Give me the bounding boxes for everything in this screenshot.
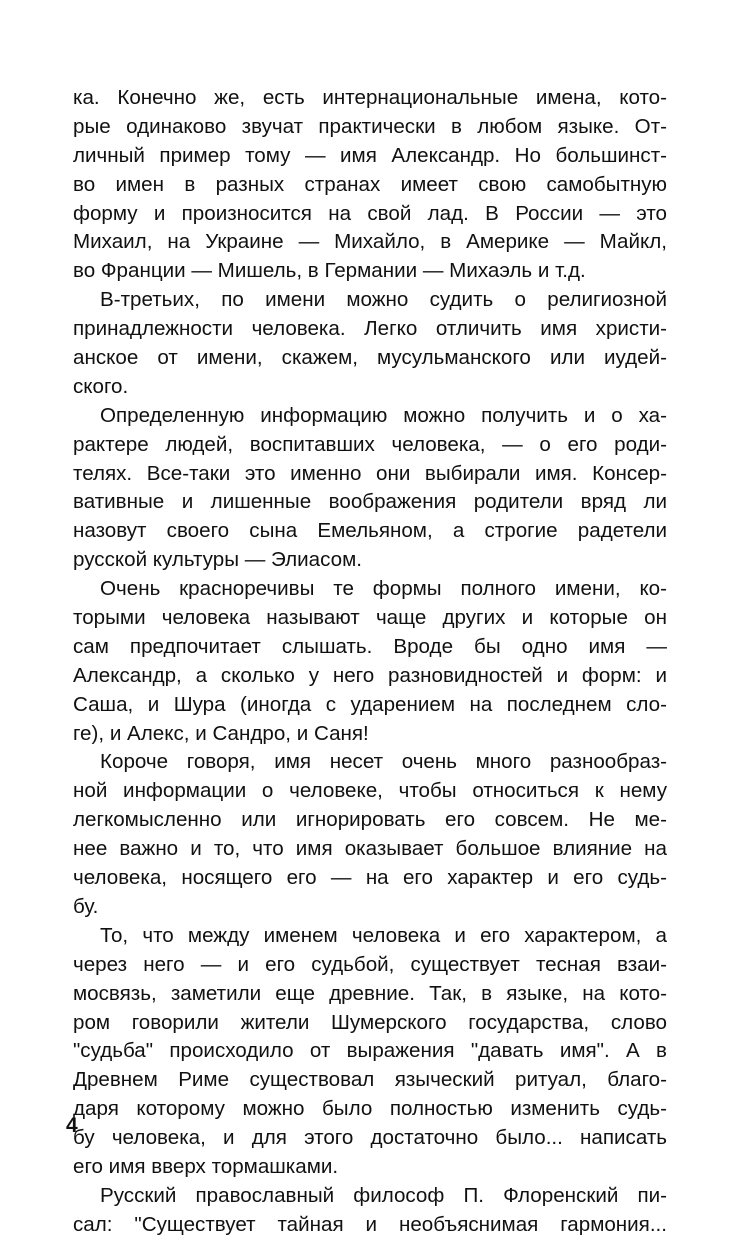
text-line: русской культуры — Элиасом. — [73, 548, 362, 572]
text-line: ной информации о человеке, чтобы относиться к нему — [73, 779, 667, 803]
text-line: торыми человека называют чаще других и которые он — [73, 606, 667, 630]
text-line: Саша, и Шура (иногда с ударением на последнем сло- — [73, 692, 667, 716]
text-line: В-третьих, по имени можно судить о религиозной — [100, 288, 667, 312]
text-line: ка. Конечно же, есть интернациональные имена, кото- — [73, 86, 667, 109]
text-line: рактере людей, воспитавших человека, — о его роди- — [73, 432, 667, 456]
text-line: Александр, а сколько у него разновидностей и форм: и — [73, 663, 667, 687]
text-line: легкомысленно или игнорировать его совсем. Не ме- — [73, 808, 667, 832]
text-line: человека, носящего его — на его характер и его судь- — [73, 866, 667, 890]
text-line: даря которому можно было полностью изменить судь- — [73, 1097, 667, 1121]
paragraph — [73, 84, 667, 286]
text-line: личный пример тому — имя Александр. Но большинст- — [73, 143, 667, 167]
text-line: "судьба" происходило от выражения "давать имя". А в — [73, 1039, 667, 1063]
text-line: во имен в разных странах имеет свою самобытную — [73, 172, 667, 196]
text-line: телях. Все-таки это именно они выбирали имя. Консер- — [73, 461, 667, 485]
text-line: во Франции — Мишель, в Германии — Михаэль и т.д. — [73, 259, 586, 283]
page-number: 4 — [66, 1114, 78, 1137]
text-line: мосвязь, заметили еще древние. Так, в языке, на кото- — [73, 981, 667, 1005]
text-line: анское от имени, скажем, мусульманского или иудей- — [73, 346, 667, 370]
text-line: нее важно и то, что имя оказывает большое влияние на — [73, 837, 667, 861]
text-line: То, что между именем человека и его характером, а — [100, 923, 667, 947]
paragraph — [73, 748, 667, 921]
paragraph — [73, 286, 667, 402]
text-line: Михаил, на Украине — Михайло, в Америке — Майкл, — [73, 230, 667, 254]
text-line: бу человека, и для этого достаточно было... написать — [73, 1126, 667, 1150]
text-line: через него — и его судьбой, существует тесная взаи- — [73, 952, 667, 976]
text-line: Древнем Риме существовал языческий ритуал, благо- — [73, 1068, 667, 1092]
page-text — [73, 84, 667, 1240]
text-line: назовут своего сына Емельяном, а строгие радетели — [73, 519, 667, 543]
text-line: Русский православный философ П. Флоренский пи- — [100, 1183, 667, 1207]
paragraph — [73, 922, 667, 1182]
paragraph — [73, 402, 667, 575]
paragraph — [73, 1182, 667, 1240]
text-line: форму и произносится на свой лад. В России — это — [73, 201, 667, 225]
text-line: вативные и лишенные воображения родители вряд ли — [73, 490, 667, 514]
text-line: Короче говоря, имя несет очень много разнообраз- — [100, 750, 667, 774]
text-line: сам предпочитает слышать. Вроде бы одно имя — — [73, 634, 667, 658]
text-line: бу. — [73, 894, 99, 918]
text-line: ге), и Алекс, и Сандро, и Саня! — [73, 721, 369, 745]
text-line: ского. — [73, 374, 129, 398]
paragraph — [73, 575, 667, 748]
text-line: сал: "Существует тайная и необъяснимая гармония... — [73, 1212, 667, 1236]
text-line: его имя вверх тормашками. — [73, 1154, 339, 1178]
text-line: рые одинаково звучат практически в любом языке. От- — [73, 114, 667, 138]
text-line: принадлежности человека. Легко отличить имя христи- — [73, 317, 667, 341]
text-line: Определенную информацию можно получить и о ха- — [100, 403, 667, 427]
text-line: ром говорили жители Шумерского государства, слово — [73, 1010, 667, 1034]
text-line: Очень красноречивы те формы полного имени, ко- — [100, 577, 667, 601]
